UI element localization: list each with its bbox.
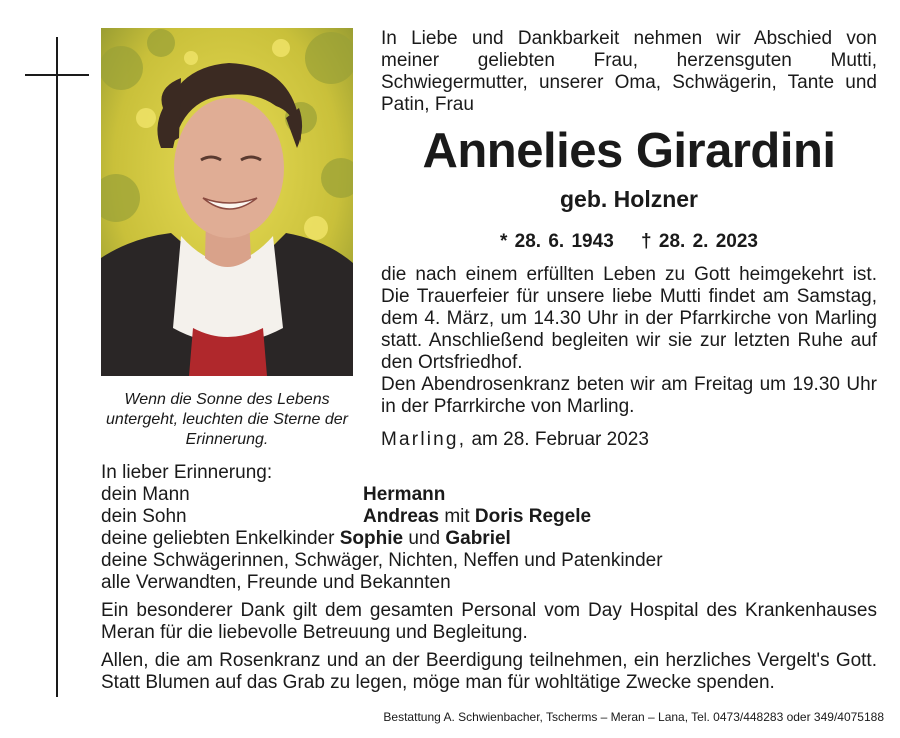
death-date: † 28. 2. 2023 (641, 231, 758, 252)
grandkids-line (101, 528, 511, 550)
thanks-section (101, 600, 877, 700)
thanks-hospital: Ein besonderer Dank gilt dem gesamten Personal vom Day Hospital des Krankenhauses Meran für die liebevolle Betreuung und Begleitung. (101, 600, 877, 643)
family-heading-row (101, 462, 881, 484)
portrait-photo (101, 28, 353, 376)
son-name: Andreas (363, 506, 440, 527)
family-heading: In lieber Erinnerung: (101, 462, 273, 483)
life-dates (381, 229, 877, 255)
portrait-illustration (101, 28, 353, 376)
son-partner-name: Doris Regele (474, 506, 592, 527)
maiden-name: geb. Holzner (559, 186, 698, 212)
son-label: dein Sohn (101, 506, 187, 527)
funeral-home-footer: Bestattung A. Schwienbacher, Tscherms – Meran – Lana, Tel. 0473/448283 oder 349/4075188 (383, 710, 884, 724)
cross-vertical-bar (56, 37, 58, 697)
birth-date: * 28. 6. 1943 (500, 231, 614, 252)
husband-name: Hermann (363, 484, 446, 505)
family-row-grandkids (101, 528, 881, 550)
family-row-husband (101, 484, 881, 506)
husband-label: dein Mann (101, 484, 190, 505)
photo-caption: Wenn die Sonne des Lebens untergeht, leuchten die Sterne der Erinnerung. (106, 391, 348, 448)
place-town: Marling, (381, 429, 467, 450)
deceased-name: Annelies Girardini (422, 124, 836, 178)
place-date-line (381, 428, 649, 452)
place-date: am 28. Februar 2023 (471, 429, 649, 450)
son-with: mit (444, 506, 470, 527)
cross-horizontal-bar (25, 74, 89, 76)
funeral-paragraph: die nach einem erfüllten Leben zu Gott heimgekehrt ist. Die Trauerfeier für unsere liebe Mutti findet am Samstag, dem 4. März, um 14.30 Uhr in der Pfarrkirche von Marling statt. Anschließend begleiten wir sie zur letzten Ruhe auf den Ortsfriedhof. (381, 264, 877, 373)
family-row-others (101, 572, 881, 594)
grandkids-label: deine geliebten Enkelkinder (101, 528, 335, 549)
grandkid-1-name: Sophie (339, 528, 404, 549)
relatives-line: deine Schwägerinnen, Schwäger, Nichten, Neffen und Patenkinder (101, 550, 663, 571)
intro-text: In Liebe und Dankbarkeit nehmen wir Abschied von meiner geliebten Frau, herzensguten Mutti, Schwiegermutter, unserer Oma, Schwägerin, Tante und Patin, Frau (381, 28, 877, 115)
son-names (363, 506, 591, 528)
family-row-son (101, 506, 881, 528)
grandkid-2-name: Gabriel (445, 528, 511, 549)
others-line: alle Verwandten, Freunde und Bekannten (101, 572, 451, 593)
grandkids-and: und (408, 528, 441, 549)
rosary-paragraph: Den Abendrosenkranz beten wir am Freitag um 19.30 Uhr in der Pfarrkirche von Marling. (381, 374, 877, 417)
thanks-attendees: Allen, die am Rosenkranz und an der Beerdigung teilnehmen, ein herzliches Vergelt's Gott. Statt Blumen auf das Grab zu legen, möge man für wohltätige Zwecke spenden. (101, 650, 877, 693)
family-list (101, 462, 881, 594)
family-row-relatives (101, 550, 881, 572)
funeral-details (381, 264, 877, 418)
